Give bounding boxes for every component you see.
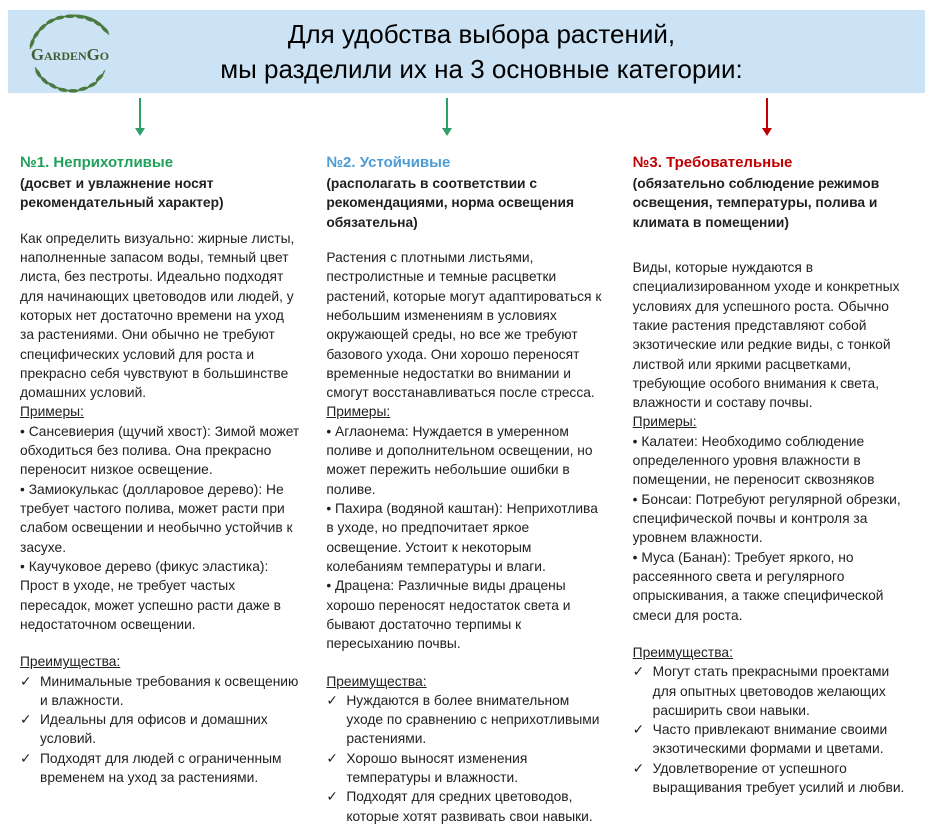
bullet-icon: • [20,558,25,574]
advantage-text: Идеальны для офисов и домашних условий. [40,712,268,747]
category-subtitle: (досвет и увлажнение носят рекомендательный характер) [20,176,224,211]
page-title [128,17,925,86]
category-description: Как определить визуально: жирные листы, наполненные запасом воды, темный цвет листа, без пестроты. Идеально подходят для начинающих цветоводов или людей, у которых нет достаточно времени на уход за растениями. Они обычно не требуют специфических условий для роста и прекрасно себя чувствуют в большинстве домашних условий. [20,230,295,401]
examples-label: Примеры: [632,414,697,430]
advantage-item [326,691,606,749]
category-column-resilient [326,152,606,826]
example-text: Муса (Банан): Требует яркого, но рассеянного света и регулярного опрыскивания, а также специфической смеси для роста. [632,549,884,623]
category-heading: №2. Устойчивые [326,154,451,171]
checkmark-icon: ✓ [632,664,645,680]
advantage-text: Нуждаются в более внимательном уходе по сравнению с неприхотливыми растениями. [346,692,600,747]
example-item [326,422,606,499]
category-heading: №1. Неприхотливые [20,154,174,171]
example-text: Бонсаи: Потребуют регулярной обрезки, специфической почвы и контроля за уровнем влажности. [632,491,901,546]
example-item [326,499,606,576]
arrow-down-icon-2 [446,98,448,129]
advantages-label: Преимущества: [326,673,427,689]
example-text: Аглаонема: Нуждается в умеренном поливе и дополнительном освещении, но может пережить небольшие ошибки в поливе. [326,423,593,497]
gardengo-logo [12,10,128,93]
category-subtitle: (располагать в соответствии с рекомендациями, норма освещения обязательна) [326,176,575,230]
example-text: Драцена: Различные виды драцены хорошо переносят недостаток света и бывают достаточно терпимы к пересыханию почвы. [326,578,571,652]
laurel-wreath-icon [16,8,124,98]
example-item [633,548,913,625]
arrow-down-icon-1 [139,98,141,129]
advantage-item [20,672,300,711]
advantage-item [633,720,913,759]
checkmark-icon: ✓ [20,673,32,689]
advantage-item [633,662,913,720]
checkmark-icon: ✓ [632,722,645,738]
bullet-icon: • [326,578,332,594]
advantage-text: Хорошо выносят изменения температуры и влажности. [346,750,528,786]
categories-grid [20,152,913,826]
bullet-icon: • [632,433,638,449]
advantage-text: Подходят для людей с ограниченным временем на уход за растениями. [40,750,282,786]
bullet-icon: • [326,501,332,516]
category-description: Виды, которые нуждаются в специализированном уходе и конкретных условиях для успешного роста. Обычно такие растения представляют собой экзотические или редкие виды, с тонкой листвой или яркими расцветками, требующие особого внимания к света, влажности и составу почвы. [632,259,900,411]
advantage-text: Удовлетворение от успешного выращивания требует усилий и любви. [652,760,905,796]
example-item [633,490,913,548]
checkmark-icon: ✓ [20,750,32,766]
example-text: Каучуковое дерево (фикус эластика): Прост в уходе, не требует частых пересадок, может успешно расти даже в недостаточном освещении. [20,558,281,632]
advantage-item [20,749,300,788]
advantages-label: Преимущества: [20,654,121,670]
examples-label: Примеры: [326,404,391,420]
advantage-item [20,710,300,749]
category-column-unpretentious [20,152,300,826]
example-text: Замиокулькас (долларовое дерево): Не требует частого полива, может расти при слабом освещении и необычно устойчив к засухе. [20,481,293,555]
category-heading: №3. Требовательные [632,154,793,171]
advantage-text: Могут стать прекрасными проектами для опытных цветоводов желающих расширить свои навыки. [652,664,890,718]
checkmark-icon: ✓ [326,789,338,805]
advantage-item [326,749,606,788]
title-line-2: мы разделили их на 3 основные категории: [220,53,743,84]
advantage-text: Подходят для средних цветоводов, которые хотят развивать свои навыки. [346,789,593,824]
checkmark-icon: ✓ [20,712,32,728]
examples-label: Примеры: [20,404,84,420]
checkmark-icon: ✓ [326,692,338,708]
title-line-1: Для удобства выбора растений, [287,19,676,50]
bullet-icon: • [632,549,638,565]
advantage-item [326,787,606,826]
checkmark-icon: ✓ [326,750,338,766]
example-item [20,480,300,557]
advantages-label: Преимущества: [632,644,733,660]
logo-text: GardenGo [30,45,110,65]
checkmark-icon: ✓ [632,760,645,776]
example-item [20,422,300,480]
header-banner [8,10,925,93]
example-text: Пахира (водяной каштан): Неприхотлива в уходе, но предпочитает яркое освещение. Устоит к некоторым колебаниям температуры и влаги. [326,501,598,574]
category-subtitle: (обязательно соблюдение режимов освещения, температуры, полива и климата в помещении) [632,176,880,230]
bullet-icon: • [326,423,332,439]
example-item [633,432,913,490]
bullet-icon: • [20,481,25,497]
category-column-demanding [633,152,913,826]
example-item [20,557,300,634]
example-text: Сансевиерия (щучий хвост): Зимой может обходиться без полива. Она прекрасно переносит низкое освещение. [20,423,300,478]
advantage-text: Минимальные требования к освещению и влажности. [40,673,299,708]
category-description: Растения с плотными листьями, пестролистные и темные расцветки растений, которые могут адаптироваться к небольшим изменениям в условиях окружающей среды, но все же требуют базового ухода. Они хорошо переносят временные недостатки во внимании и смогут восстанавливаться после стресса. [326,249,602,401]
advantage-item [633,759,913,798]
example-item [326,576,606,653]
bullet-icon: • [632,491,638,507]
arrow-down-icon-3 [766,98,768,129]
bullet-icon: • [20,423,25,439]
advantage-text: Часто привлекают внимание своими экзотическими формами и цветами. [652,722,888,757]
example-text: Калатеи: Необходимо соблюдение определенного уровня влажности в помещении, не переносит сквозняков [632,433,875,488]
